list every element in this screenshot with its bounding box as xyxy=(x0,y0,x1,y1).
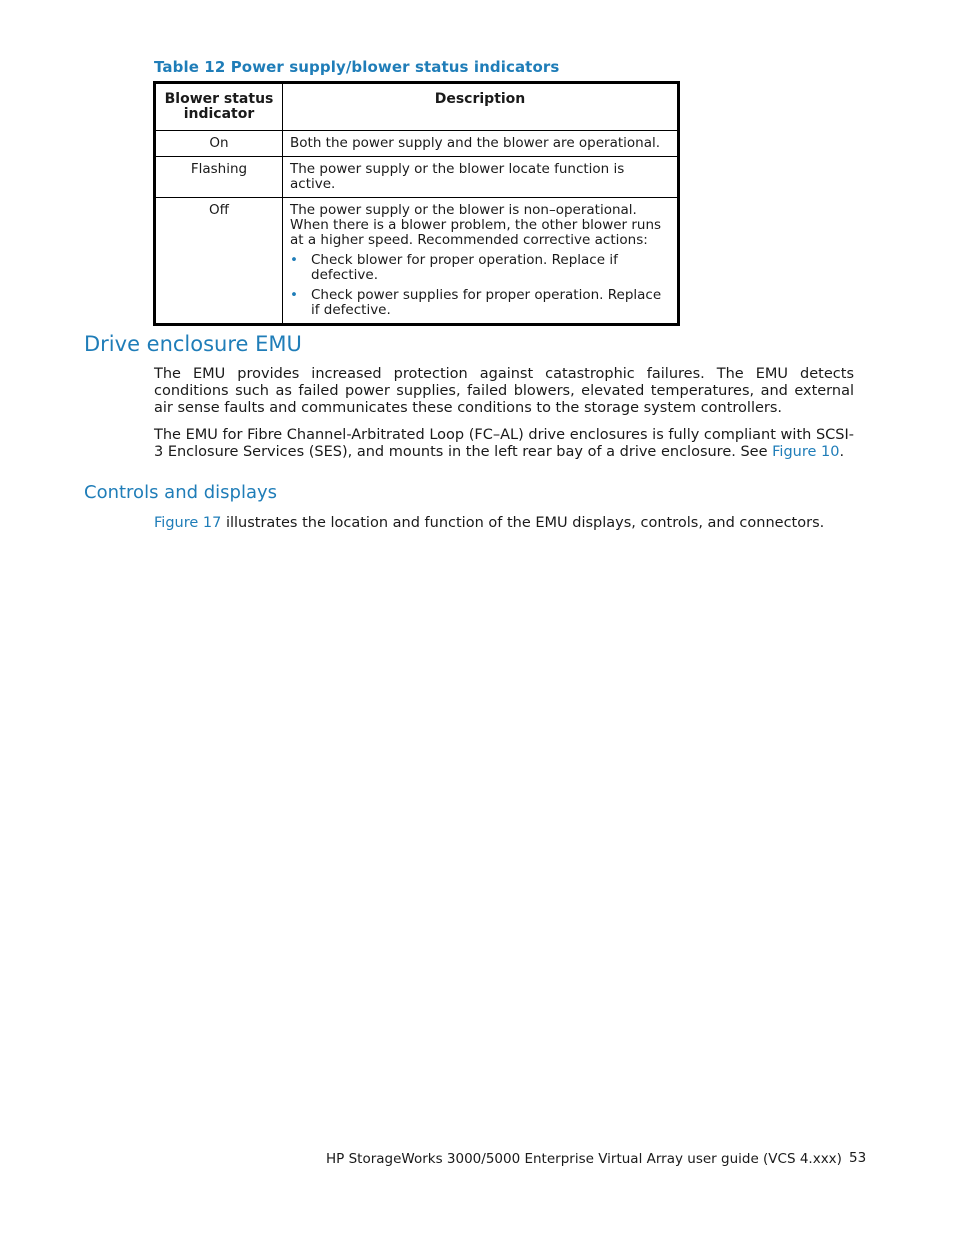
header-indicator: Blower status indicator xyxy=(155,83,283,131)
corrective-actions-list xyxy=(290,253,670,318)
status-indicator-table xyxy=(153,81,680,326)
paragraph-controls xyxy=(154,515,854,532)
action-text: Check blower for proper operation. Replace if defective. xyxy=(311,252,618,283)
paragraph-emu-compliance xyxy=(154,427,854,461)
paragraph-text: The EMU for Fibre Channel-Arbitrated Loop (FC–AL) drive enclosures is fully compliant with SCSI-3 Enclosure Services (SES), and mounts in the left rear bay of a drive enclosure. See xyxy=(154,427,854,460)
header-description: Description xyxy=(283,83,679,131)
description-cell: Both the power supply and the blower are operational. xyxy=(283,131,679,157)
figure-10-link[interactable]: Figure 10 xyxy=(772,444,840,460)
table-row xyxy=(155,198,679,325)
paragraph-emu-protection: The EMU provides increased protection against catastrophic failures. The EMU detects conditions such as failed power supplies, failed blowers, elevated temperatures, and external air sense faults and communicates these conditions to the storage system controllers. xyxy=(154,366,854,416)
table-caption: Table 12 Power supply/blower status indicators xyxy=(154,58,560,76)
bullet-icon: • xyxy=(290,287,298,303)
bullet-icon: • xyxy=(290,252,298,268)
indicator-cell: Flashing xyxy=(155,157,283,198)
description-cell: The power supply or the blower locate function is active. xyxy=(283,157,679,198)
list-item xyxy=(290,253,670,283)
page-number: 53 xyxy=(849,1150,867,1166)
footer-document-title: HP StorageWorks 3000/5000 Enterprise Virtual Array user guide (VCS 4.xxx) xyxy=(326,1151,842,1167)
table-row xyxy=(155,157,679,198)
paragraph-text: illustrates the location and function of the EMU displays, controls, and connectors. xyxy=(221,515,825,531)
section-heading: Drive enclosure EMU xyxy=(84,332,302,356)
description-cell xyxy=(283,198,679,325)
list-item xyxy=(290,288,670,318)
action-text: Check power supplies for proper operation. Replace if defective. xyxy=(311,287,662,318)
indicator-cell: Off xyxy=(155,198,283,325)
table-header-row xyxy=(155,83,679,131)
paragraph-end: . xyxy=(839,444,845,460)
figure-17-link[interactable]: Figure 17 xyxy=(154,515,222,531)
subsection-heading: Controls and displays xyxy=(84,482,278,503)
table-row xyxy=(155,131,679,157)
description-text: The power supply or the blower is non–operational. When there is a blower problem, the other blower runs at a higher speed. Recommended corrective actions: xyxy=(290,202,662,248)
indicator-cell: On xyxy=(155,131,283,157)
